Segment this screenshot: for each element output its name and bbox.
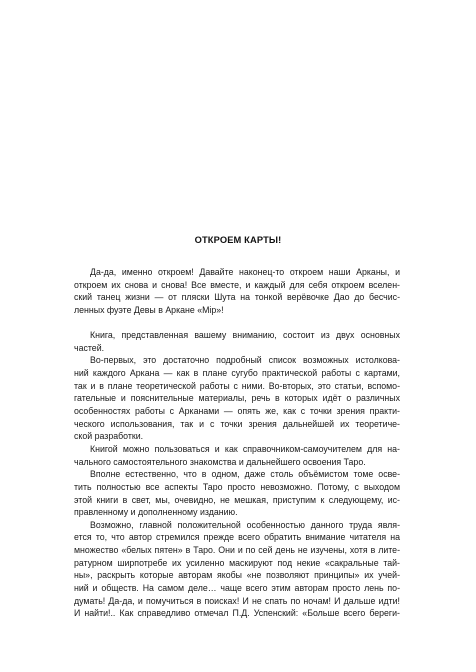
- text-line: частей.: [74, 342, 105, 353]
- text-line: ратурном ширпотребе их усиленно маскируют под некие «сакральные тай-: [74, 557, 400, 568]
- text-line: так и в плане теоретической работы с ними. Во-вторых, это статьи, вспомо-: [74, 380, 400, 391]
- text-line: думать! Да-да, и помучиться в поисках! И не спать по ночам! И дальше идти!: [74, 595, 400, 606]
- text-line: множество «белых пятен» в Таро. Они и по сей день не изучены, хотя в лите-: [74, 545, 400, 556]
- paragraph: [74, 354, 400, 442]
- chapter-title: ОТКРОЕМ КАРТЫ!: [194, 235, 282, 245]
- text-line: особенностях работы с Арканами — опять же, как с точки зрения практи-: [74, 406, 400, 417]
- paragraph: [74, 519, 400, 620]
- text-line: ется то, что автор стремился прежде всего обратить внимание читателя на: [74, 532, 400, 543]
- text-line: ский танец жизни — от пляски Шута на тонкой верёвочке Дао до бесчис-: [74, 292, 400, 303]
- text-line: ны», раскрыть которые авторам якобы «не позволяют принципы» их учей-: [74, 570, 400, 581]
- paragraph: [74, 443, 400, 468]
- chapter-body: [74, 266, 400, 620]
- text-line: Книга, представленная вашему вниманию, состоит из двух основных: [90, 330, 400, 341]
- text-line: ний и обществ. На самом деле… чаще всего этим авторам просто лень по-: [74, 583, 400, 594]
- paragraph: [74, 266, 400, 317]
- text-line: правленному и дополненному изданию.: [74, 507, 238, 518]
- text-line: Вполне естественно, что в одном, даже столь объёмистом томе осве-: [90, 469, 400, 480]
- text-line: И найти!.. Как справедливо отмечал П.Д. Успенский: «Больше всего береги-: [74, 608, 400, 619]
- text-line: откроем их снова и снова! Все вместе, и каждый для себя откроем вселен-: [74, 279, 400, 290]
- text-line: этой книги в свет, мы, очевидно, не мешкая, приступим к следующему, ис-: [74, 494, 400, 505]
- paragraph-gap: [74, 317, 400, 330]
- text-line: Возможно, главной положительной особенностью данного труда явля-: [90, 519, 400, 530]
- text-line: Во-первых, это достаточно подробный список возможных истолкова-: [90, 355, 400, 366]
- text-line: Книгой можно пользоваться и как справочником-самоучителем для на-: [90, 443, 400, 454]
- text-line: гательные и пояснительные материалы, речь в которых идёт о различных: [74, 393, 400, 404]
- paragraph: [74, 329, 400, 354]
- text-line: ской разработки.: [74, 431, 144, 442]
- text-line: ческого использования, так и с точки зрения дальнейшей их теоретиче-: [74, 418, 400, 429]
- text-line: Да-да, именно откроем! Давайте наконец-то откроем наши Арканы, и: [90, 267, 400, 277]
- text-line: тить полностью все аспекты Таро просто невозможно. Потому, с выходом: [74, 481, 400, 492]
- text-line: чального самостоятельного знакомства и дальнейшего освоения Таро.: [74, 456, 366, 467]
- paragraph: [74, 468, 400, 519]
- text-line: ленных фуэте Девы в Аркане «Мір»!: [74, 304, 224, 315]
- text-line: ний каждого Аркана — как в плане сугубо практической работы с картами,: [74, 368, 400, 379]
